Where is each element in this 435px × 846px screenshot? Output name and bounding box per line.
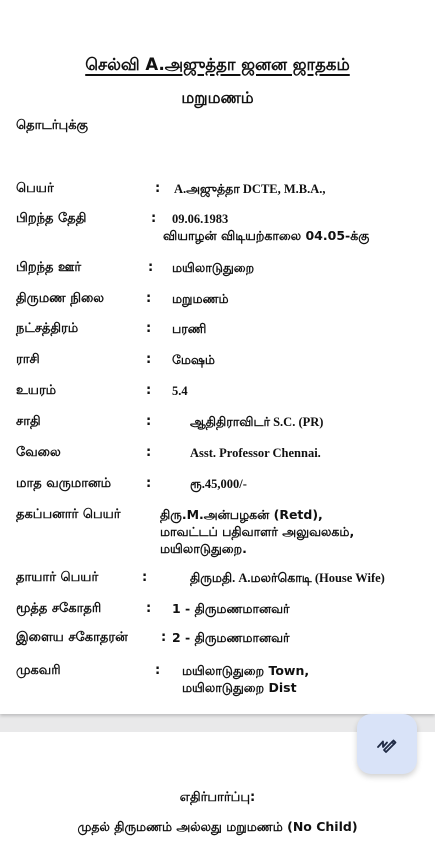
expectations-text: முதல் திருமணம் அல்லது மறுமணம் (No Child) (77, 819, 358, 834)
document-title: செல்வி A.அஜுத்தா ஜனன ஜாதகம் (85, 55, 350, 74)
edit-pen-icon (375, 732, 399, 756)
field-value-rasi: மேஷம் (172, 352, 215, 367)
field-label-star: நட்சத்திரம் (16, 321, 79, 336)
expectations-heading: எதிர்பார்ப்பு: (179, 790, 256, 805)
field-value-occupation: Asst. Professor Chennai. (190, 446, 321, 460)
field-value-father-office: மாவட்டப் பதிவாளர் அலுவலகம், (160, 524, 355, 539)
field-label-father-name: தகப்பனார் பெயர் (16, 507, 121, 522)
field-value-father-name: திரு.M.அன்பழகன் (Retd), (160, 507, 323, 522)
field-label-caste: சாதி (16, 414, 41, 429)
field-value-marital-status: மறுமணம் (172, 291, 229, 306)
field-value-address-district: மயிலாடுதுறை Dist (182, 680, 297, 695)
field-label-mother-name: தாயார் பெயர் (16, 570, 99, 585)
field-colon: : (146, 601, 152, 616)
field-label-birth-date: பிறந்த தேதி (16, 211, 87, 226)
field-value-father-town: மயிலாடுதுறை. (160, 541, 247, 556)
field-label-name: பெயர் (16, 181, 54, 196)
field-colon: : (155, 181, 161, 196)
field-value-star: பரணி (172, 321, 207, 336)
field-colon: : (146, 414, 152, 429)
field-label-address: முகவரி (16, 663, 61, 678)
field-label-monthly-income: மாத வருமானம் (16, 476, 112, 491)
field-label-occupation: வேலை (16, 445, 61, 460)
field-label-elder-sister: மூத்த சகோதரி (16, 601, 102, 616)
field-colon: : (146, 383, 152, 398)
field-value-mother-name: திருமதி. A.மலர்கொடி (House Wife) (190, 571, 385, 585)
field-colon: : (161, 630, 167, 645)
field-label-marital-status: திருமண நிலை (16, 291, 105, 306)
edit-fab-button[interactable] (357, 714, 417, 774)
field-label-rasi: ராசி (16, 352, 40, 367)
field-colon: : (146, 291, 152, 306)
field-value-caste: ஆதிதிராவிடர் S.C. (PR) (190, 415, 324, 429)
document-subtitle: மறுமணம் (181, 88, 254, 107)
field-value-monthly-income: ரூ.45,000/- (190, 477, 247, 491)
contact-label: தொடர்புக்கு (16, 118, 88, 133)
field-label-height: உயரம் (16, 383, 57, 398)
field-colon: : (146, 476, 152, 491)
field-value-elder-sister: 1 - திருமணமானவர் (172, 601, 290, 616)
field-value-height: 5.4 (172, 384, 188, 398)
field-label-younger-brother: இளைய சகோதரன் (16, 630, 128, 645)
field-value-younger-brother: 2 - திருமணமானவர் (172, 630, 290, 645)
field-label-birth-place: பிறந்த ஊர் (16, 260, 82, 275)
field-colon: : (146, 321, 152, 336)
field-value-birth-time: வியாழன் விடியற்காலை 04.05-க்கு (163, 228, 370, 243)
field-value-birth-place: மயிலாடுதுறை (172, 260, 255, 275)
field-colon: : (146, 445, 152, 460)
field-colon: : (155, 663, 161, 678)
field-colon: : (151, 211, 157, 226)
field-colon: : (142, 570, 148, 585)
field-value-birth-date: 09.06.1983 (172, 212, 229, 226)
field-value-address-town: மயிலாடுதுறை Town, (182, 663, 310, 678)
field-colon: : (146, 352, 152, 367)
field-value-name: A.அஜுத்தா DCTE, M.B.A., (174, 182, 326, 196)
field-colon: : (148, 260, 154, 275)
